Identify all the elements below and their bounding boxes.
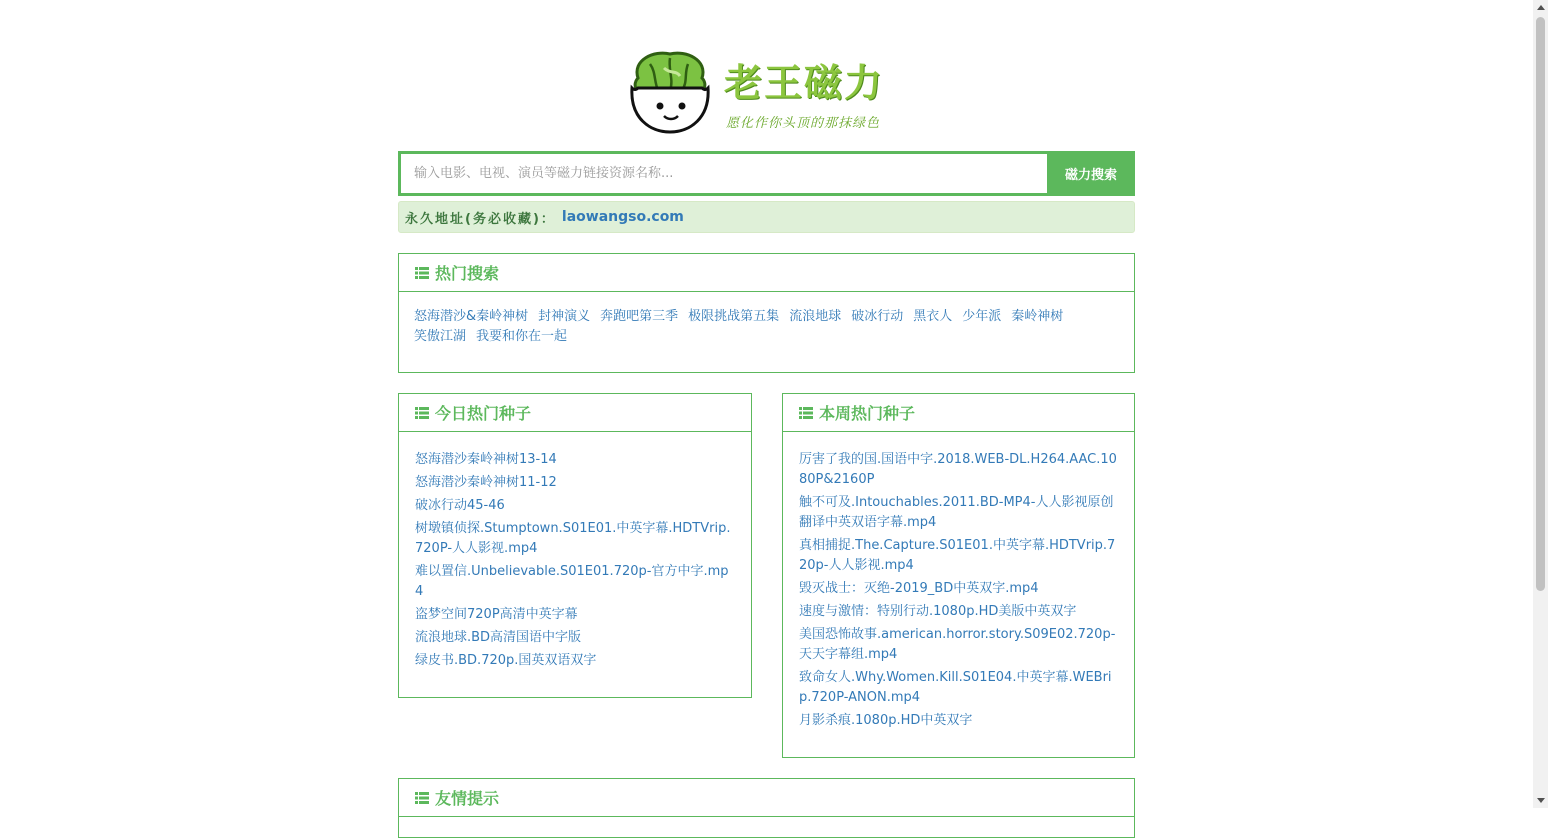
torrent-link[interactable]: 难以置信.Unbelievable.S01E01.720p-官方中字.mp4 bbox=[415, 564, 729, 599]
hot-search-link[interactable]: 秦岭神树 bbox=[1011, 309, 1064, 324]
tips-panel bbox=[398, 778, 1135, 838]
week-hot-list bbox=[783, 432, 1134, 731]
hot-search-link[interactable]: 奔跑吧第三季 bbox=[600, 309, 679, 324]
torrent-link[interactable]: 美国恐怖故事.american.horror.story.S09E02.720p-天天字幕组.mp4 bbox=[799, 627, 1116, 662]
torrent-link[interactable]: 怒海潜沙秦岭神树11-12 bbox=[415, 475, 557, 490]
permanent-address-link[interactable]: laowangso.com bbox=[561, 209, 684, 225]
panel-title: 本周热门种子 bbox=[819, 404, 916, 423]
panel-heading bbox=[399, 779, 1134, 817]
torrent-link[interactable]: 厉害了我的国.国语中字.2018.WEB-DL.H264.AAC.1080P&2160P bbox=[799, 452, 1117, 487]
torrent-link[interactable]: 流浪地球.BD高清国语中字版 bbox=[415, 630, 582, 645]
panel-heading bbox=[783, 394, 1134, 432]
scroll-down-arrow-icon[interactable] bbox=[1533, 793, 1548, 808]
today-hot-panel bbox=[398, 393, 752, 698]
hot-search-list bbox=[399, 292, 1134, 361]
torrent-link[interactable]: 树墩镇侦探.Stumptown.S01E01.中英字幕.HDTVrip.720P-人人影视.mp4 bbox=[415, 521, 731, 556]
hot-search-link[interactable]: 我要和你在一起 bbox=[476, 329, 568, 344]
site-logo[interactable] bbox=[624, 48, 914, 140]
panel-heading bbox=[399, 254, 1134, 292]
today-hot-list bbox=[399, 432, 751, 671]
torrent-link[interactable]: 月影杀痕.1080p.HD中英双字 bbox=[799, 713, 973, 728]
torrent-link[interactable]: 致命女人.Why.Women.Kill.S01E04.中英字幕.WEBrip.720P-ANON.mp4 bbox=[799, 670, 1112, 705]
search-form bbox=[398, 151, 1135, 196]
panel-title: 今日热门种子 bbox=[435, 404, 532, 423]
scrollbar-thumb[interactable] bbox=[1536, 17, 1545, 591]
logo-slogan: 愿化作你头顶的那抹绿色 bbox=[726, 116, 881, 131]
alert-label: 永久地址(务必收藏)： bbox=[405, 211, 556, 227]
torrent-link[interactable]: 速度与激情：特别行动.1080p.HD美版中英双字 bbox=[799, 604, 1077, 619]
panel-title: 热门搜索 bbox=[435, 264, 500, 283]
list-icon bbox=[415, 407, 429, 419]
panel-title: 友情提示 bbox=[435, 789, 500, 808]
hot-search-link[interactable]: 怒海潜沙&秦岭神树 bbox=[414, 309, 529, 324]
hot-search-panel bbox=[398, 253, 1135, 373]
torrent-link[interactable]: 毁灭战士：灭绝-2019_BD中英双字.mp4 bbox=[799, 581, 1039, 596]
panel-heading bbox=[399, 394, 751, 432]
hot-search-link[interactable]: 破冰行动 bbox=[851, 309, 904, 324]
list-icon bbox=[415, 267, 429, 279]
torrent-link[interactable]: 触不可及.Intouchables.2011.BD-MP4-人人影视原创翻译中英双语字幕.mp4 bbox=[799, 495, 1114, 530]
hot-search-link[interactable]: 极限挑战第五集 bbox=[688, 309, 780, 324]
list-icon bbox=[799, 407, 813, 419]
hot-search-link[interactable]: 流浪地球 bbox=[789, 309, 842, 324]
list-icon bbox=[415, 792, 429, 804]
search-button[interactable]: 磁力搜索 bbox=[1047, 151, 1135, 196]
week-hot-panel bbox=[782, 393, 1135, 758]
hot-search-link[interactable]: 黑衣人 bbox=[913, 309, 953, 324]
torrent-link[interactable]: 盗梦空间720P高清中英字幕 bbox=[415, 607, 578, 622]
lettuce-mascot-icon bbox=[624, 48, 716, 140]
permanent-address-alert bbox=[398, 201, 1135, 233]
hot-search-link[interactable]: 笑傲江湖 bbox=[414, 329, 467, 344]
torrent-link[interactable]: 真相捕捉.The.Capture.S01E01.中英字幕.HDTVrip.720p-人人影视.mp4 bbox=[799, 538, 1116, 573]
torrent-link[interactable]: 绿皮书.BD.720p.国英双语双字 bbox=[415, 653, 597, 668]
torrent-link[interactable]: 破冰行动45-46 bbox=[415, 498, 505, 513]
logo-title: 老王磁力 bbox=[724, 60, 885, 105]
hot-search-link[interactable]: 封神演义 bbox=[538, 309, 591, 324]
scroll-up-arrow-icon[interactable] bbox=[1533, 0, 1548, 15]
search-input[interactable] bbox=[398, 151, 1047, 196]
hot-search-link[interactable]: 少年派 bbox=[962, 309, 1002, 324]
torrent-link[interactable]: 怒海潜沙秦岭神树13-14 bbox=[415, 452, 557, 467]
vertical-scrollbar[interactable] bbox=[1533, 0, 1548, 808]
